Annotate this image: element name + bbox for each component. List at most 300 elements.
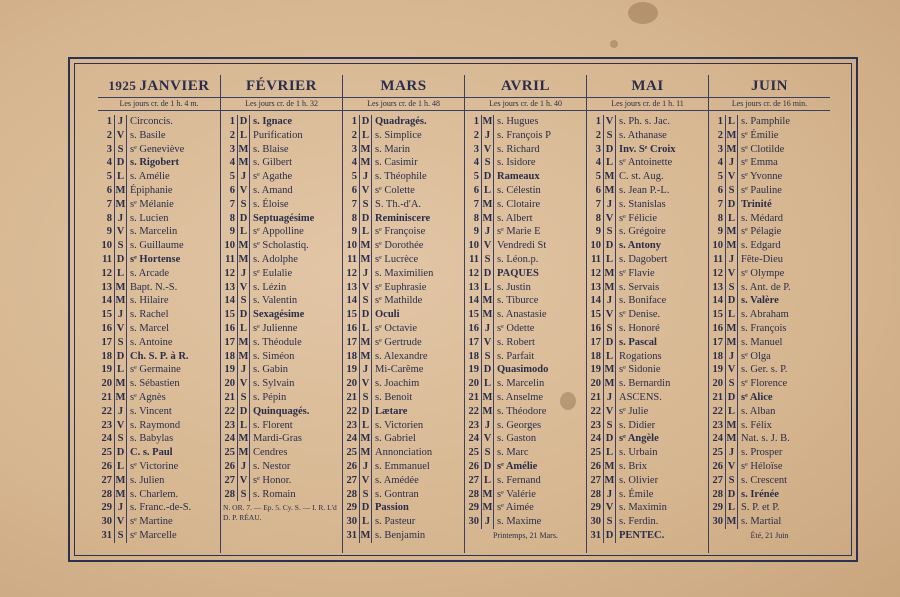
day-number: 8 bbox=[473, 212, 479, 224]
day-row bbox=[221, 184, 342, 198]
day-row bbox=[221, 377, 342, 391]
weekday-letter: S bbox=[237, 198, 250, 212]
saint-name: sᵉ Eulalie bbox=[253, 267, 293, 279]
day-row bbox=[221, 336, 342, 350]
saint-name: s. Guillaume bbox=[130, 240, 184, 252]
day-number: 13 bbox=[468, 281, 479, 293]
weekday-letter: L bbox=[603, 253, 616, 267]
weekday-letter: S bbox=[725, 377, 738, 391]
day-row bbox=[465, 363, 586, 377]
saint-name: s. Antony bbox=[619, 240, 662, 252]
weekday-letter: M bbox=[604, 364, 615, 376]
weekday-letter: M bbox=[482, 488, 493, 500]
saint-name: s. Servais bbox=[619, 281, 660, 293]
day-row bbox=[343, 529, 464, 543]
day-number: 27 bbox=[468, 474, 479, 486]
day-number: 30 bbox=[101, 516, 112, 528]
day-number: 10 bbox=[346, 240, 357, 252]
day-number: 21 bbox=[346, 391, 357, 403]
day-row bbox=[709, 322, 830, 336]
day-row bbox=[221, 460, 342, 474]
day-number: 23 bbox=[712, 419, 723, 431]
weekday-letter: L bbox=[481, 281, 494, 295]
day-row bbox=[587, 115, 708, 129]
weekday-letter: M bbox=[604, 184, 615, 196]
day-row bbox=[709, 501, 830, 515]
day-number: 15 bbox=[468, 309, 479, 321]
day-number: 22 bbox=[468, 405, 479, 417]
day-number: 2 bbox=[717, 129, 723, 141]
day-row bbox=[343, 488, 464, 502]
weekday-letter: S bbox=[603, 129, 616, 143]
day-number: 3 bbox=[717, 143, 723, 155]
saint-name: s. Julien bbox=[130, 474, 165, 486]
day-row bbox=[465, 377, 586, 391]
day-row bbox=[343, 239, 464, 253]
day-number: 3 bbox=[595, 143, 601, 155]
saint-name: s. Éloise bbox=[253, 198, 289, 210]
weekday-letter: M bbox=[482, 198, 493, 210]
day-number: 29 bbox=[346, 502, 357, 514]
day-row bbox=[98, 432, 220, 446]
saint-name: sᵉ Hortense bbox=[130, 253, 181, 265]
day-row bbox=[587, 129, 708, 143]
day-row bbox=[343, 377, 464, 391]
weekday-letter: L bbox=[114, 170, 127, 184]
day-number: 7 bbox=[229, 198, 235, 210]
day-row bbox=[98, 460, 220, 474]
day-row bbox=[587, 267, 708, 281]
day-row bbox=[587, 253, 708, 267]
saint-name: s. Victorien bbox=[375, 419, 424, 431]
day-number: 16 bbox=[101, 322, 112, 334]
day-number: 16 bbox=[712, 322, 723, 334]
day-number: 6 bbox=[351, 184, 357, 196]
day-row bbox=[587, 515, 708, 529]
saint-name: s. Crescent bbox=[741, 474, 788, 486]
weekday-letter: V bbox=[725, 363, 738, 377]
day-number: 10 bbox=[590, 240, 601, 252]
day-row bbox=[465, 474, 586, 488]
daylight-note: Les jours cr. de 1 h. 40 bbox=[465, 97, 586, 111]
day-row bbox=[343, 322, 464, 336]
saint-name: sᵉ Julie bbox=[619, 405, 649, 417]
saint-name: s. Arcade bbox=[130, 267, 170, 279]
saint-name: sᵉ Gertrude bbox=[375, 336, 422, 348]
day-number: 9 bbox=[351, 226, 357, 238]
day-number: 30 bbox=[346, 516, 357, 528]
saint-name: PAQUES bbox=[497, 267, 539, 279]
saint-name: s. Stanislas bbox=[619, 198, 666, 210]
day-number: 30 bbox=[468, 516, 479, 528]
printer-footer: N. OR. 7. — Ep. 5. Cy. S. — I. R. L'd D. P. RÉAU. bbox=[223, 503, 337, 523]
day-number: 28 bbox=[224, 488, 235, 500]
saint-name: s. Ant. de P. bbox=[741, 281, 791, 293]
saint-name: s. Sébastien bbox=[130, 378, 180, 390]
saint-name: sᵉ Valérie bbox=[497, 488, 536, 500]
weekday-letter: J bbox=[481, 515, 494, 529]
day-row bbox=[343, 267, 464, 281]
saint-name: s. Ferdin. bbox=[619, 516, 659, 528]
weekday-letter: S bbox=[603, 225, 616, 239]
weekday-letter: S bbox=[603, 419, 616, 433]
weekday-letter: J bbox=[114, 115, 127, 129]
day-number: 11 bbox=[713, 253, 723, 265]
saint-name: s. Hugues bbox=[497, 116, 539, 127]
saint-name: sᵉ Pélagie bbox=[741, 226, 782, 238]
day-row bbox=[221, 432, 342, 446]
weekday-letter: S bbox=[114, 143, 127, 157]
saint-name: s. Robert bbox=[497, 336, 535, 348]
day-number: 26 bbox=[101, 460, 112, 472]
saint-name: s. Lucien bbox=[130, 212, 169, 224]
saint-name: ASCENS. bbox=[619, 391, 662, 403]
day-row bbox=[587, 212, 708, 226]
saint-name: Passion bbox=[375, 502, 409, 514]
day-row bbox=[98, 350, 220, 364]
saint-name: s. Hilaire bbox=[130, 295, 169, 307]
day-row bbox=[465, 115, 586, 129]
month-column-jan bbox=[98, 75, 220, 553]
weekday-letter: S bbox=[237, 488, 250, 502]
weekday-letter: M bbox=[115, 488, 126, 500]
day-row bbox=[221, 170, 342, 184]
saint-name: s. Anselme bbox=[497, 391, 544, 403]
weekday-letter: L bbox=[481, 184, 494, 198]
day-number: 12 bbox=[224, 267, 235, 279]
day-row bbox=[587, 391, 708, 405]
day-number: 23 bbox=[468, 419, 479, 431]
weekday-letter: M bbox=[115, 198, 126, 210]
saint-name: s. Pamphile bbox=[741, 116, 790, 127]
saint-name: s. Honoré bbox=[619, 322, 660, 334]
day-number: 31 bbox=[346, 529, 357, 541]
weekday-letter: L bbox=[359, 419, 372, 433]
saint-name: C. s. Paul bbox=[130, 447, 173, 459]
saint-name: s. Franc.-de-S. bbox=[130, 502, 192, 514]
weekday-letter: D bbox=[237, 115, 250, 129]
day-row bbox=[343, 446, 464, 460]
day-number: 18 bbox=[346, 350, 357, 362]
saint-name: s. Didier bbox=[619, 419, 656, 431]
months-grid bbox=[98, 75, 830, 553]
weekday-letter: S bbox=[481, 156, 494, 170]
weekday-letter: M bbox=[115, 281, 126, 293]
day-number: 22 bbox=[224, 405, 235, 417]
day-number: 17 bbox=[346, 336, 357, 348]
day-number: 18 bbox=[590, 350, 601, 362]
saint-name: sᵉ Émilie bbox=[741, 129, 779, 141]
day-row bbox=[465, 143, 586, 157]
saint-name: Reminiscere bbox=[375, 212, 431, 224]
day-number: 8 bbox=[717, 212, 723, 224]
saint-name: s. Benoit bbox=[375, 391, 413, 403]
saint-name: sᵉ Denise. bbox=[619, 309, 661, 321]
day-row bbox=[465, 225, 586, 239]
day-number: 19 bbox=[346, 364, 357, 376]
weekday-letter: L bbox=[725, 308, 738, 322]
day-row bbox=[465, 239, 586, 253]
weekday-letter: M bbox=[604, 281, 615, 293]
saint-name: S. Th.-d'A. bbox=[375, 198, 422, 210]
day-number: 25 bbox=[712, 447, 723, 459]
saint-name: sᵉ Marcelle bbox=[130, 529, 177, 541]
day-number: 13 bbox=[101, 281, 112, 293]
saint-name: Nat. s. J. B. bbox=[741, 433, 790, 445]
weekday-letter: D bbox=[725, 488, 738, 502]
weekday-letter: L bbox=[237, 129, 250, 143]
day-number: 23 bbox=[101, 419, 112, 431]
day-number: 10 bbox=[101, 240, 112, 252]
day-number: 5 bbox=[595, 171, 601, 183]
saint-name: sᵉ Agnès bbox=[130, 391, 166, 403]
day-row bbox=[587, 377, 708, 391]
weekday-letter: J bbox=[237, 170, 250, 184]
day-number: 9 bbox=[717, 226, 723, 238]
saint-name: s. Gontran bbox=[375, 488, 419, 500]
weekday-letter: S bbox=[359, 488, 372, 502]
saint-name: s. Maximilien bbox=[375, 267, 434, 279]
day-number: 19 bbox=[468, 364, 479, 376]
weekday-letter: L bbox=[603, 446, 616, 460]
saint-name: Ch. S. P. à R. bbox=[130, 350, 189, 362]
day-row bbox=[587, 432, 708, 446]
day-number: 20 bbox=[346, 378, 357, 390]
day-number: 24 bbox=[346, 433, 357, 445]
saint-name: sᵉ Euphrasie bbox=[375, 281, 427, 293]
weekday-letter: J bbox=[481, 129, 494, 143]
day-number: 24 bbox=[101, 433, 112, 445]
day-row bbox=[343, 115, 464, 129]
saint-name: s. Dagobert bbox=[619, 253, 668, 265]
weekday-letter: D bbox=[237, 212, 250, 226]
saint-name: s. Fernand bbox=[497, 474, 541, 486]
weekday-letter: L bbox=[114, 267, 127, 281]
day-row bbox=[709, 350, 830, 364]
day-row bbox=[587, 405, 708, 419]
saint-name: s. Émile bbox=[619, 488, 654, 500]
saint-name: s. Célestin bbox=[497, 184, 541, 196]
saint-name: Septuagésime bbox=[253, 212, 315, 224]
saint-name: Trinité bbox=[741, 198, 772, 210]
day-row bbox=[709, 198, 830, 212]
day-number: 1 bbox=[473, 116, 479, 127]
weekday-letter: D bbox=[481, 170, 494, 184]
day-list bbox=[221, 115, 342, 501]
weekday-letter: D bbox=[603, 432, 616, 446]
day-number: 4 bbox=[229, 157, 235, 169]
saint-name: s. Léon.p. bbox=[497, 253, 539, 265]
day-number: 6 bbox=[717, 184, 723, 196]
saint-name: s. François P bbox=[497, 129, 551, 141]
saint-name: s. Alban bbox=[741, 405, 776, 417]
day-row bbox=[98, 294, 220, 308]
day-number: 24 bbox=[712, 433, 723, 445]
weekday-letter: J bbox=[725, 446, 738, 460]
saint-name: s. Marcel bbox=[130, 322, 170, 334]
weekday-letter: D bbox=[725, 198, 738, 212]
day-row bbox=[98, 363, 220, 377]
day-number: 28 bbox=[590, 488, 601, 500]
day-row bbox=[465, 460, 586, 474]
day-number: 7 bbox=[106, 198, 112, 210]
day-number: 6 bbox=[595, 184, 601, 196]
day-row bbox=[465, 156, 586, 170]
day-row bbox=[465, 184, 586, 198]
day-row bbox=[343, 405, 464, 419]
day-number: 25 bbox=[468, 447, 479, 459]
saint-name: s. Joachim bbox=[375, 378, 420, 390]
day-number: 21 bbox=[712, 391, 723, 403]
saint-name: s. Basile bbox=[130, 129, 166, 141]
weekday-letter: M bbox=[360, 433, 371, 445]
weekday-letter: V bbox=[114, 225, 127, 239]
saint-name: C. st. Aug. bbox=[619, 171, 664, 183]
day-row bbox=[465, 446, 586, 460]
saint-name: s. Jean P.-L. bbox=[619, 184, 670, 196]
day-number: 25 bbox=[101, 447, 112, 459]
saint-name: sᵉ Olympe bbox=[741, 267, 785, 279]
saint-name: sᵉ Julienne bbox=[253, 322, 298, 334]
saint-name: sᵉ Alice bbox=[741, 391, 773, 403]
day-number: 19 bbox=[101, 364, 112, 376]
saint-name: s. Marin bbox=[375, 143, 410, 155]
day-row bbox=[221, 419, 342, 433]
day-number: 20 bbox=[712, 378, 723, 390]
weekday-letter: V bbox=[725, 460, 738, 474]
weekday-letter: D bbox=[603, 336, 616, 350]
weekday-letter: M bbox=[482, 116, 493, 127]
weekday-letter: D bbox=[114, 253, 127, 267]
day-number: 12 bbox=[590, 267, 601, 279]
day-row bbox=[709, 391, 830, 405]
day-row bbox=[709, 446, 830, 460]
weekday-letter: D bbox=[237, 308, 250, 322]
weekday-letter: D bbox=[481, 460, 494, 474]
day-number: 16 bbox=[224, 322, 235, 334]
day-number: 21 bbox=[468, 391, 479, 403]
day-number: 18 bbox=[468, 350, 479, 362]
weekday-letter: J bbox=[725, 156, 738, 170]
day-number: 9 bbox=[229, 226, 235, 238]
saint-name: s. Antoine bbox=[130, 336, 173, 348]
day-row bbox=[465, 129, 586, 143]
saint-name: s. Urbain bbox=[619, 447, 658, 459]
saint-name: s. Benjamin bbox=[375, 529, 426, 541]
day-row bbox=[709, 294, 830, 308]
day-row bbox=[465, 253, 586, 267]
day-row bbox=[709, 474, 830, 488]
saint-name: sᵉ Odette bbox=[497, 322, 535, 334]
weekday-letter: M bbox=[726, 419, 737, 431]
weekday-letter: J bbox=[603, 294, 616, 308]
saint-name: Annonciation bbox=[375, 447, 433, 459]
day-number: 15 bbox=[224, 309, 235, 321]
saint-name: s. Amédée bbox=[375, 474, 419, 486]
weekday-letter: V bbox=[114, 515, 127, 529]
day-number: 13 bbox=[346, 281, 357, 293]
weekday-letter: J bbox=[359, 267, 372, 281]
weekday-letter: S bbox=[725, 184, 738, 198]
day-row bbox=[98, 115, 220, 129]
day-number: 3 bbox=[106, 143, 112, 155]
day-row bbox=[98, 419, 220, 433]
weekday-letter: D bbox=[603, 529, 616, 543]
saint-name: sᵉ Germaine bbox=[130, 364, 181, 376]
saint-name: s. François bbox=[741, 322, 787, 334]
day-row bbox=[587, 225, 708, 239]
day-number: 1 bbox=[229, 116, 235, 127]
day-number: 12 bbox=[346, 267, 357, 279]
saint-name: s. Gabin bbox=[253, 364, 288, 376]
day-number: 15 bbox=[712, 309, 723, 321]
day-row bbox=[98, 529, 220, 543]
saint-name: s. Manuel bbox=[741, 336, 783, 348]
day-row bbox=[221, 156, 342, 170]
saint-name: s. Babylas bbox=[130, 433, 174, 445]
day-number: 23 bbox=[346, 419, 357, 431]
saint-name: sᵉ Héloïse bbox=[741, 460, 783, 472]
saint-name: sᵉ Florence bbox=[741, 378, 788, 390]
day-row bbox=[587, 184, 708, 198]
saint-name: s. Brix bbox=[619, 460, 648, 472]
saint-name: s. Athanase bbox=[619, 129, 667, 141]
weekday-letter: L bbox=[237, 225, 250, 239]
weekday-letter: S bbox=[481, 350, 494, 364]
day-number: 21 bbox=[590, 391, 601, 403]
day-number: 13 bbox=[590, 281, 601, 293]
day-number: 8 bbox=[595, 212, 601, 224]
day-row bbox=[587, 156, 708, 170]
weekday-letter: V bbox=[114, 419, 127, 433]
day-row bbox=[709, 336, 830, 350]
day-number: 5 bbox=[473, 171, 479, 183]
day-row bbox=[709, 143, 830, 157]
weekday-letter: J bbox=[114, 501, 127, 515]
saint-name: s. Ger. s. P. bbox=[741, 364, 788, 376]
day-row bbox=[343, 143, 464, 157]
weekday-letter: M bbox=[238, 336, 249, 348]
day-number: 2 bbox=[229, 129, 235, 141]
saint-name: s. Nestor bbox=[253, 460, 291, 472]
day-row bbox=[465, 212, 586, 226]
saint-name: Épiphanie bbox=[130, 184, 173, 196]
day-number: 4 bbox=[106, 157, 112, 169]
weekday-letter: D bbox=[725, 391, 738, 405]
day-row bbox=[98, 212, 220, 226]
saint-name: s. Bernardin bbox=[619, 378, 671, 390]
day-number: 6 bbox=[106, 184, 112, 196]
saint-name: s. Rachel bbox=[130, 309, 169, 321]
day-number: 28 bbox=[346, 488, 357, 500]
weekday-letter: V bbox=[603, 405, 616, 419]
weekday-letter: M bbox=[238, 433, 249, 445]
saint-name: s. Marcelin bbox=[130, 226, 178, 238]
day-row bbox=[343, 212, 464, 226]
weekday-letter: M bbox=[360, 350, 371, 362]
day-list bbox=[465, 115, 586, 529]
saint-name: sᵉ Aimée bbox=[497, 502, 534, 514]
saint-name: Lætare bbox=[375, 405, 408, 417]
day-row bbox=[221, 198, 342, 212]
day-number: 9 bbox=[595, 226, 601, 238]
day-number: 8 bbox=[106, 212, 112, 224]
day-number: 22 bbox=[590, 405, 601, 417]
day-number: 17 bbox=[712, 336, 723, 348]
day-number: 7 bbox=[473, 198, 479, 210]
weekday-letter: J bbox=[359, 170, 372, 184]
day-number: 11 bbox=[102, 253, 112, 265]
